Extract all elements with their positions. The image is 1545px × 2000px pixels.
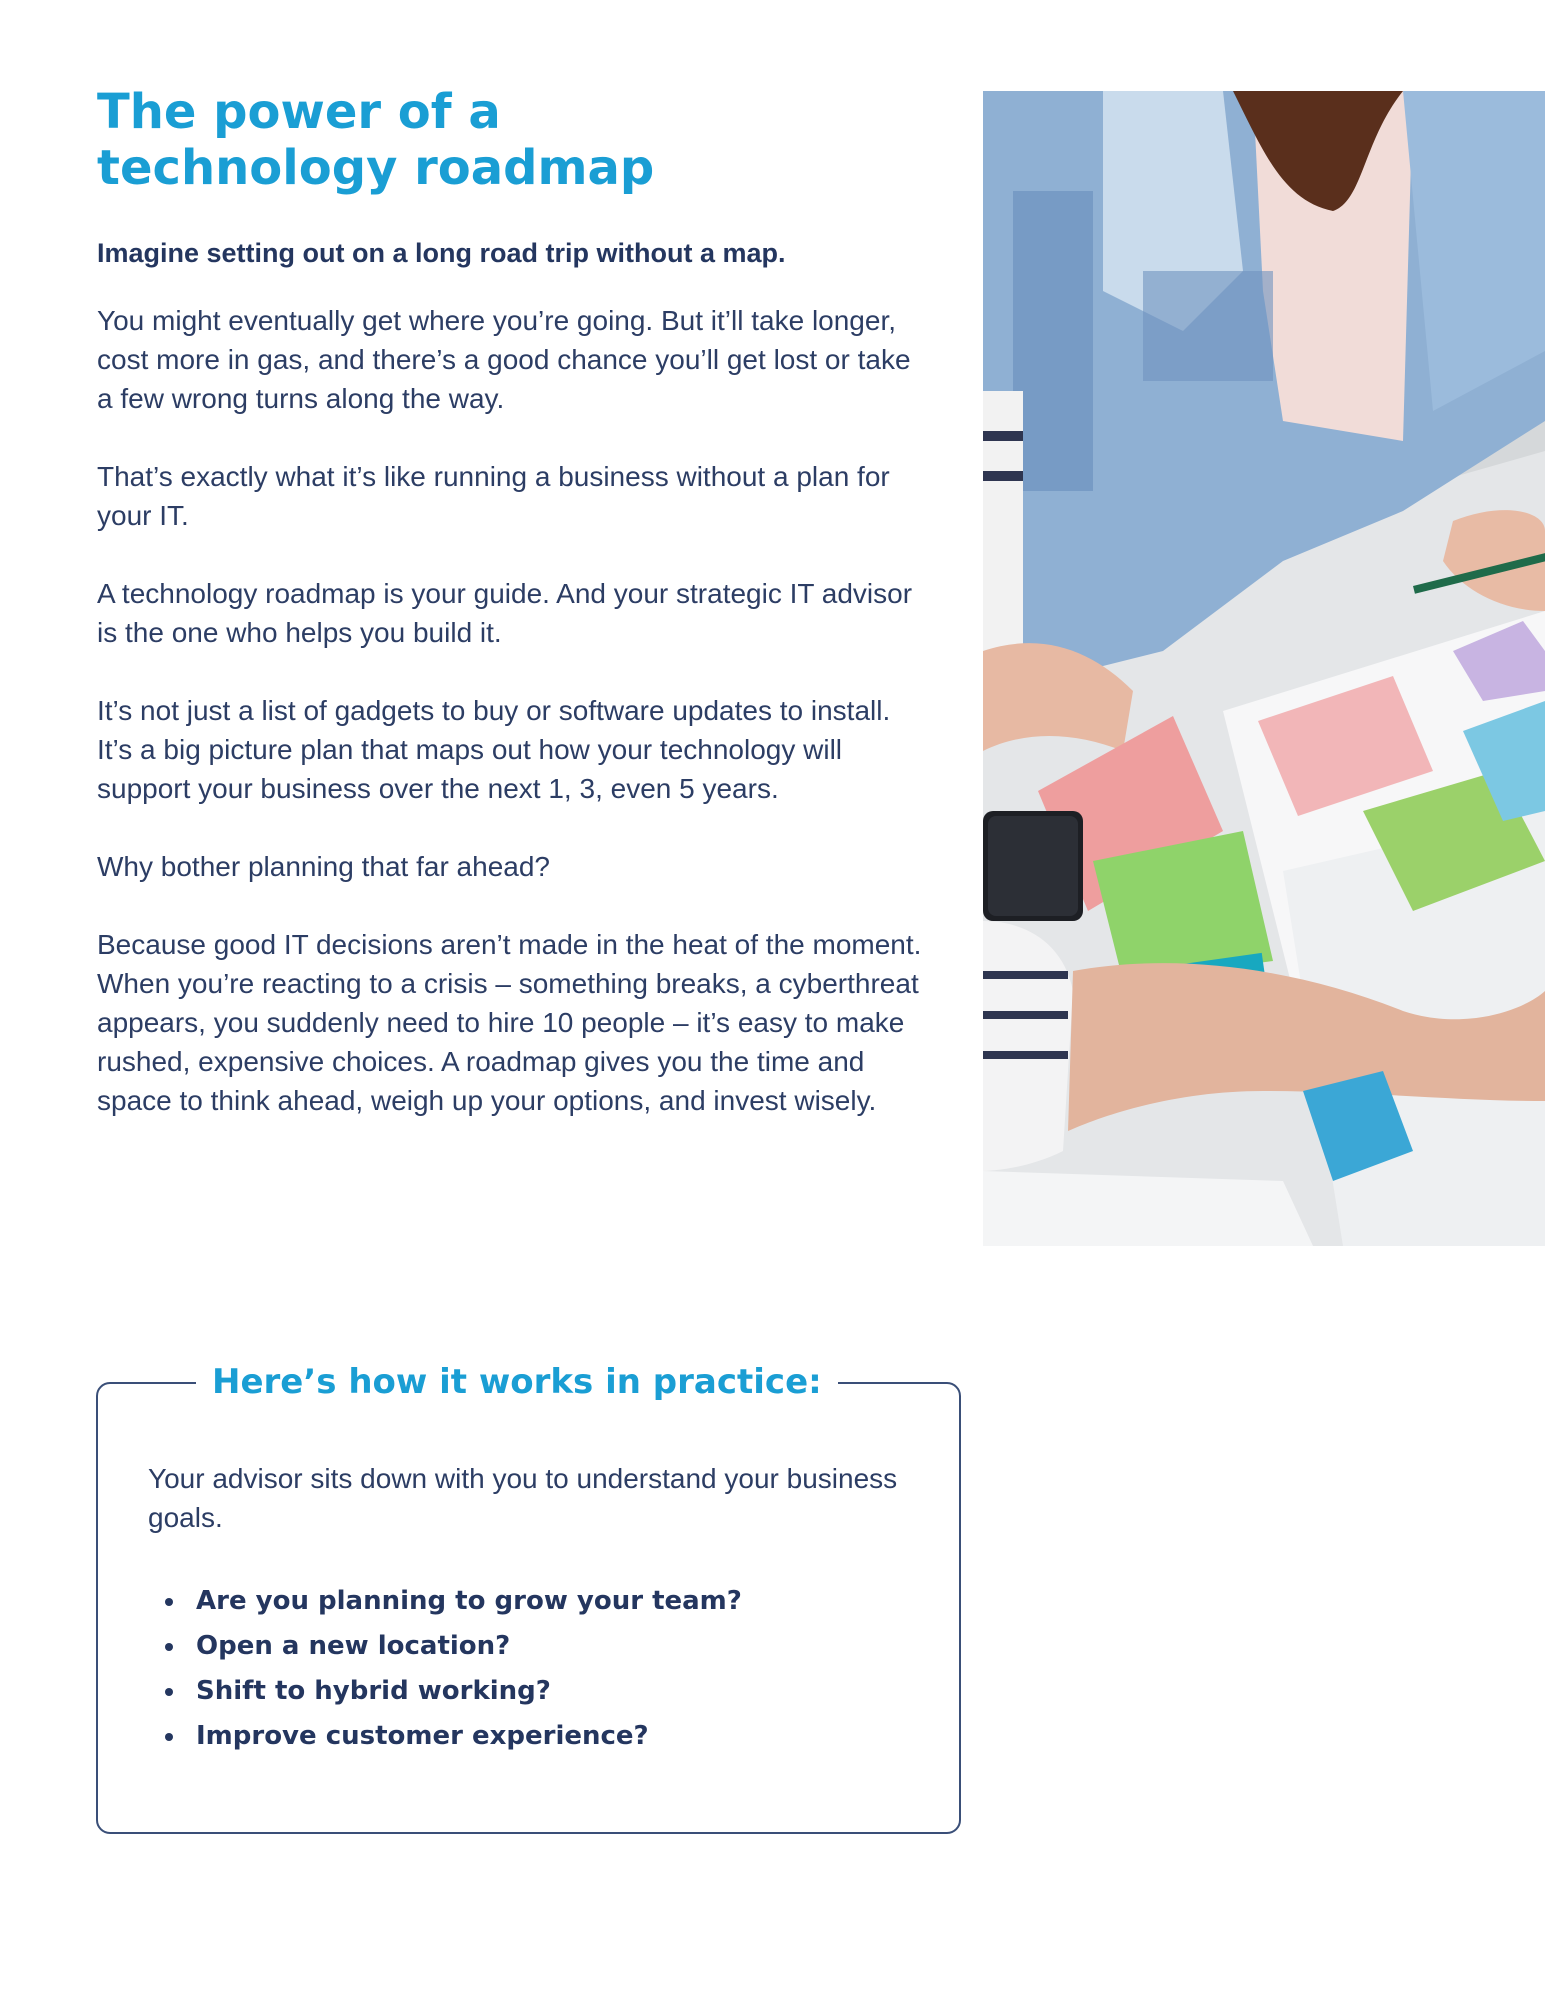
list-item <box>148 1579 742 1624</box>
list-item <box>148 1624 742 1669</box>
bullet-icon <box>165 1598 173 1606</box>
paragraph-5: Why bother planning that far ahead? <box>97 851 550 882</box>
photo-illustration <box>983 91 1545 1246</box>
list-item-text: Shift to hybrid working? <box>196 1676 551 1706</box>
callout-intro: Your advisor sits down with you to understand your business goals. <box>148 1463 898 1533</box>
list-item-text: Open a new location? <box>196 1631 511 1661</box>
paragraph-3: A technology roadmap is your guide. And your strategic IT advisor is the one who helps you build it. <box>97 578 913 648</box>
team-planning-photo <box>983 91 1545 1246</box>
callout-title: Here’s how it works in practice: <box>196 1360 838 1404</box>
paragraph-4: It’s not just a list of gadgets to buy or software updates to install. It’s a big picture plan that maps out how your technology will support your business over the next 1, 3, even 5 years. <box>97 695 891 804</box>
page-title-line-2: technology roadmap <box>97 140 655 196</box>
list-item <box>148 1669 742 1714</box>
page-title <box>97 84 897 196</box>
list-item <box>148 1714 742 1759</box>
paragraph-2: That’s exactly what it’s like running a business without a plan for your IT. <box>97 461 890 531</box>
bullet-icon <box>165 1643 173 1651</box>
paragraph-1: You might eventually get where you’re going. But it’ll take longer, cost more in gas, and there’s a good chance you’ll get lost or take a few wrong turns along the way. <box>97 305 911 414</box>
lead-sentence: Imagine setting out on a long road trip without a map. <box>97 238 786 268</box>
bullet-icon <box>165 1688 173 1696</box>
list-item-text: Are you planning to grow your team? <box>196 1586 742 1616</box>
bullet-icon <box>165 1733 173 1741</box>
body-text <box>97 301 927 1159</box>
page-title-line-1: The power of a <box>97 84 501 140</box>
callout-bullet-list <box>148 1579 742 1759</box>
list-item-text: Improve customer experience? <box>196 1721 649 1751</box>
paragraph-6: Because good IT decisions aren’t made in the heat of the moment. When you’re reacting to a crisis – something breaks, a cyberthreat appears, you suddenly need to hire 10 people – it’s easy to make rushed, expensive choices. A roadmap gives you the time and space to think ahead, weigh up your options, and invest wisely. <box>97 929 922 1116</box>
